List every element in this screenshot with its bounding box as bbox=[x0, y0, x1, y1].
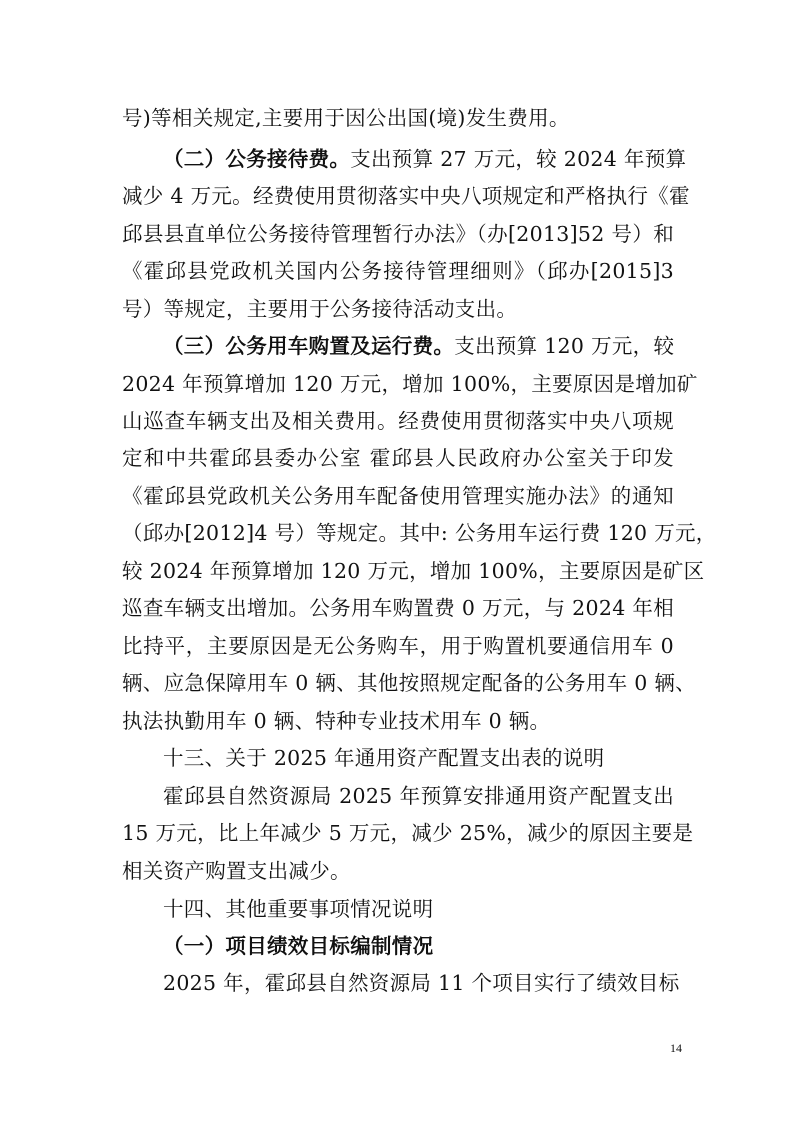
text-line: 号）等规定，主要用于公务接待活动支出。 bbox=[122, 297, 518, 321]
paragraph-line bbox=[163, 145, 687, 173]
text-line: 比持平，主要原因是无公务购车，用于购置机要通信用车 0 bbox=[122, 634, 674, 658]
text-line: 减少 4 万元。经费使用贯彻落实中央八项规定和严格执行《霍 bbox=[122, 184, 690, 208]
text-line: 邱县县直单位公务接待管理暂行办法》（办[2013]52 号）和 bbox=[122, 222, 674, 246]
text-line: 较 2024 年预算增加 120 万元，增加 100%，主要原因是矿区 bbox=[122, 559, 705, 583]
page-number: 14 bbox=[670, 1041, 682, 1055]
text-line: 相关资产购置支出减少。 bbox=[122, 859, 351, 883]
text-line: 山巡查车辆支出及相关费用。经费使用贯彻落实中央八项规 bbox=[122, 409, 674, 433]
text-line: 定和中共霍邱县委办公室 霍邱县人民政府办公室关于印发 bbox=[122, 446, 674, 470]
text-line: 执法执勤用车 0 辆、特种专业技术用车 0 辆。 bbox=[122, 709, 551, 733]
text-line: 2024 年预算增加 120 万元，增加 100%，主要原因是增加矿 bbox=[122, 372, 698, 396]
text-line: 《霍邱县党政机关公务用车配备使用管理实施办法》的通知 bbox=[122, 484, 674, 508]
text-line: 《霍邱县党政机关国内公务接待管理细则》（邱办[2015]3 bbox=[122, 259, 674, 283]
paragraph-line: 霍邱县自然资源局 2025 年预算安排通用资产配置支出 bbox=[163, 784, 674, 808]
section-heading-13: 十三、关于 2025 年通用资产配置支出表的说明 bbox=[163, 746, 605, 770]
paragraph-line bbox=[163, 332, 674, 360]
paragraph-line: 2025 年，霍邱县自然资源局 11 个项目实行了绩效目标 bbox=[163, 971, 680, 995]
text-line: 号)等相关规定,主要用于因公出国(境)发生费用。 bbox=[122, 106, 570, 130]
subheading-performance-goals: （一）项目绩效目标编制情况 bbox=[163, 934, 434, 958]
section-heading-14: 十四、其他重要事项情况说明 bbox=[163, 897, 434, 921]
text-line: （邱办[2012]4 号）等规定。其中: 公务用车运行费 120 万元， bbox=[122, 521, 717, 545]
text-line: 巡查车辆支出增加。公务用车购置费 0 万元，与 2024 年相 bbox=[122, 596, 674, 620]
text-span: 支出预算 120 万元，较 bbox=[454, 334, 675, 358]
text-line: 15 万元，比上年减少 5 万元，减少 25%，减少的原因主要是 bbox=[122, 821, 694, 845]
subheading-reception-fee: （二）公务接待费。 bbox=[163, 147, 351, 171]
subheading-vehicle-fee: （三）公务用车购置及运行费。 bbox=[163, 334, 455, 358]
text-span: 支出预算 27 万元，较 2024 年预算 bbox=[350, 147, 687, 171]
text-line: 辆、应急保障用车 0 辆、其他按照规定配备的公务用车 0 辆、 bbox=[122, 671, 696, 695]
